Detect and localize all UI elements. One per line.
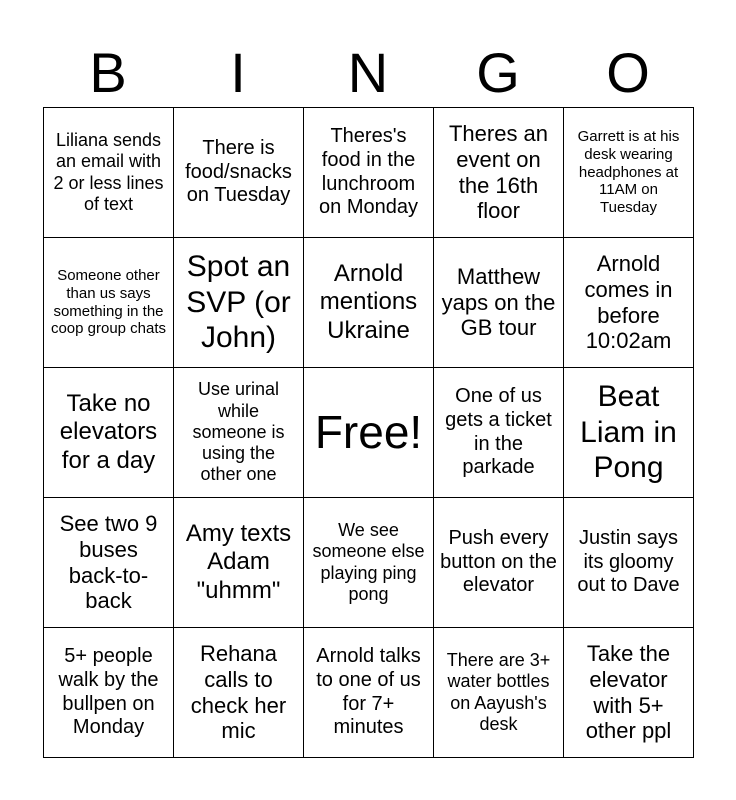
bingo-cell-r4c2[interactable]: [174, 498, 304, 628]
bingo-cell-r1c1[interactable]: [44, 108, 174, 238]
cell-text: Take no elevators for a day: [59, 390, 158, 474]
cell-text: Someone other than us says something in the coop group chats: [50, 267, 167, 338]
cell-text: Arnold talks to one of us for 7+ minutes: [316, 645, 421, 739]
bingo-cell-r4c4[interactable]: [434, 498, 564, 628]
bingo-cell-r4c1[interactable]: [44, 498, 174, 628]
cell-text: We see someone else playing ping pong: [312, 520, 425, 604]
cell-text: Arnold mentions Ukraine: [319, 260, 418, 344]
header-letter-b: B: [89, 41, 127, 104]
cell-text: Take the elevator with 5+ other ppl: [585, 640, 672, 744]
cell-text: Rehana calls to check her mic: [190, 640, 287, 744]
header-letter-i: I: [230, 41, 246, 104]
bingo-cell-r2c5[interactable]: [564, 238, 694, 368]
bingo-cell-r1c3[interactable]: [304, 108, 434, 238]
cell-text: Beat Liam in Pong: [580, 380, 677, 485]
bingo-cell-r2c1[interactable]: [44, 238, 174, 368]
bingo-cell-r1c5[interactable]: [564, 108, 694, 238]
bingo-cell-r1c2[interactable]: [174, 108, 304, 238]
header-letter-o: O: [606, 41, 650, 104]
bingo-cell-r3c1[interactable]: [44, 368, 174, 498]
bingo-cell-r5c5[interactable]: [564, 628, 694, 758]
cell-text: One of us gets a ticket in the parkade: [445, 385, 552, 479]
cell-text: Justin says its gloomy out to Dave: [577, 527, 680, 597]
cell-text: Use urinal while someone is using the other one: [192, 379, 285, 485]
bingo-grid: [43, 107, 694, 758]
cell-text: Theres an event on the 16th floor: [448, 120, 549, 224]
bingo-header: [43, 38, 693, 108]
cell-text: Matthew yaps on the GB tour: [441, 263, 556, 341]
header-letter-n: N: [347, 41, 389, 104]
cell-text: Push every button on the elevator: [440, 527, 557, 597]
bingo-cell-r2c4[interactable]: [434, 238, 564, 368]
bingo-cell-r3c4[interactable]: [434, 368, 564, 498]
bingo-cell-r5c4[interactable]: [434, 628, 564, 758]
bingo-cell-r4c5[interactable]: [564, 498, 694, 628]
cell-text: There are 3+ water bottles on Aayush's desk: [446, 650, 551, 734]
cell-text: Spot an SVP (or John): [186, 250, 291, 355]
bingo-cell-r2c3[interactable]: [304, 238, 434, 368]
cell-text: 5+ people walk by the bullpen on Monday: [58, 645, 159, 739]
header-letter-g: G: [476, 41, 520, 104]
cell-text: Liliana sends an email with 2 or less lines of text: [53, 130, 164, 214]
bingo-cell-r2c2[interactable]: [174, 238, 304, 368]
bingo-cell-r3c2[interactable]: [174, 368, 304, 498]
bingo-cell-free[interactable]: [304, 368, 434, 498]
cell-text: See two 9 buses back-to-back: [59, 510, 158, 614]
cell-text: Garrett is at his desk wearing headphones at 11AM on Tuesday: [577, 128, 680, 217]
free-space-text: Free!: [314, 406, 423, 459]
bingo-cell-r3c5[interactable]: [564, 368, 694, 498]
cell-text: There is food/snacks on Tuesday: [185, 137, 292, 207]
bingo-cell-r4c3[interactable]: [304, 498, 434, 628]
bingo-cell-r5c1[interactable]: [44, 628, 174, 758]
bingo-cell-r5c2[interactable]: [174, 628, 304, 758]
bingo-cell-r5c3[interactable]: [304, 628, 434, 758]
cell-text: Theres's food in the lunchroom on Monday: [319, 125, 418, 219]
bingo-cell-r1c4[interactable]: [434, 108, 564, 238]
cell-text: Arnold comes in before 10:02am: [584, 250, 673, 354]
cell-text: Amy texts Adam "uhmm": [185, 520, 292, 604]
